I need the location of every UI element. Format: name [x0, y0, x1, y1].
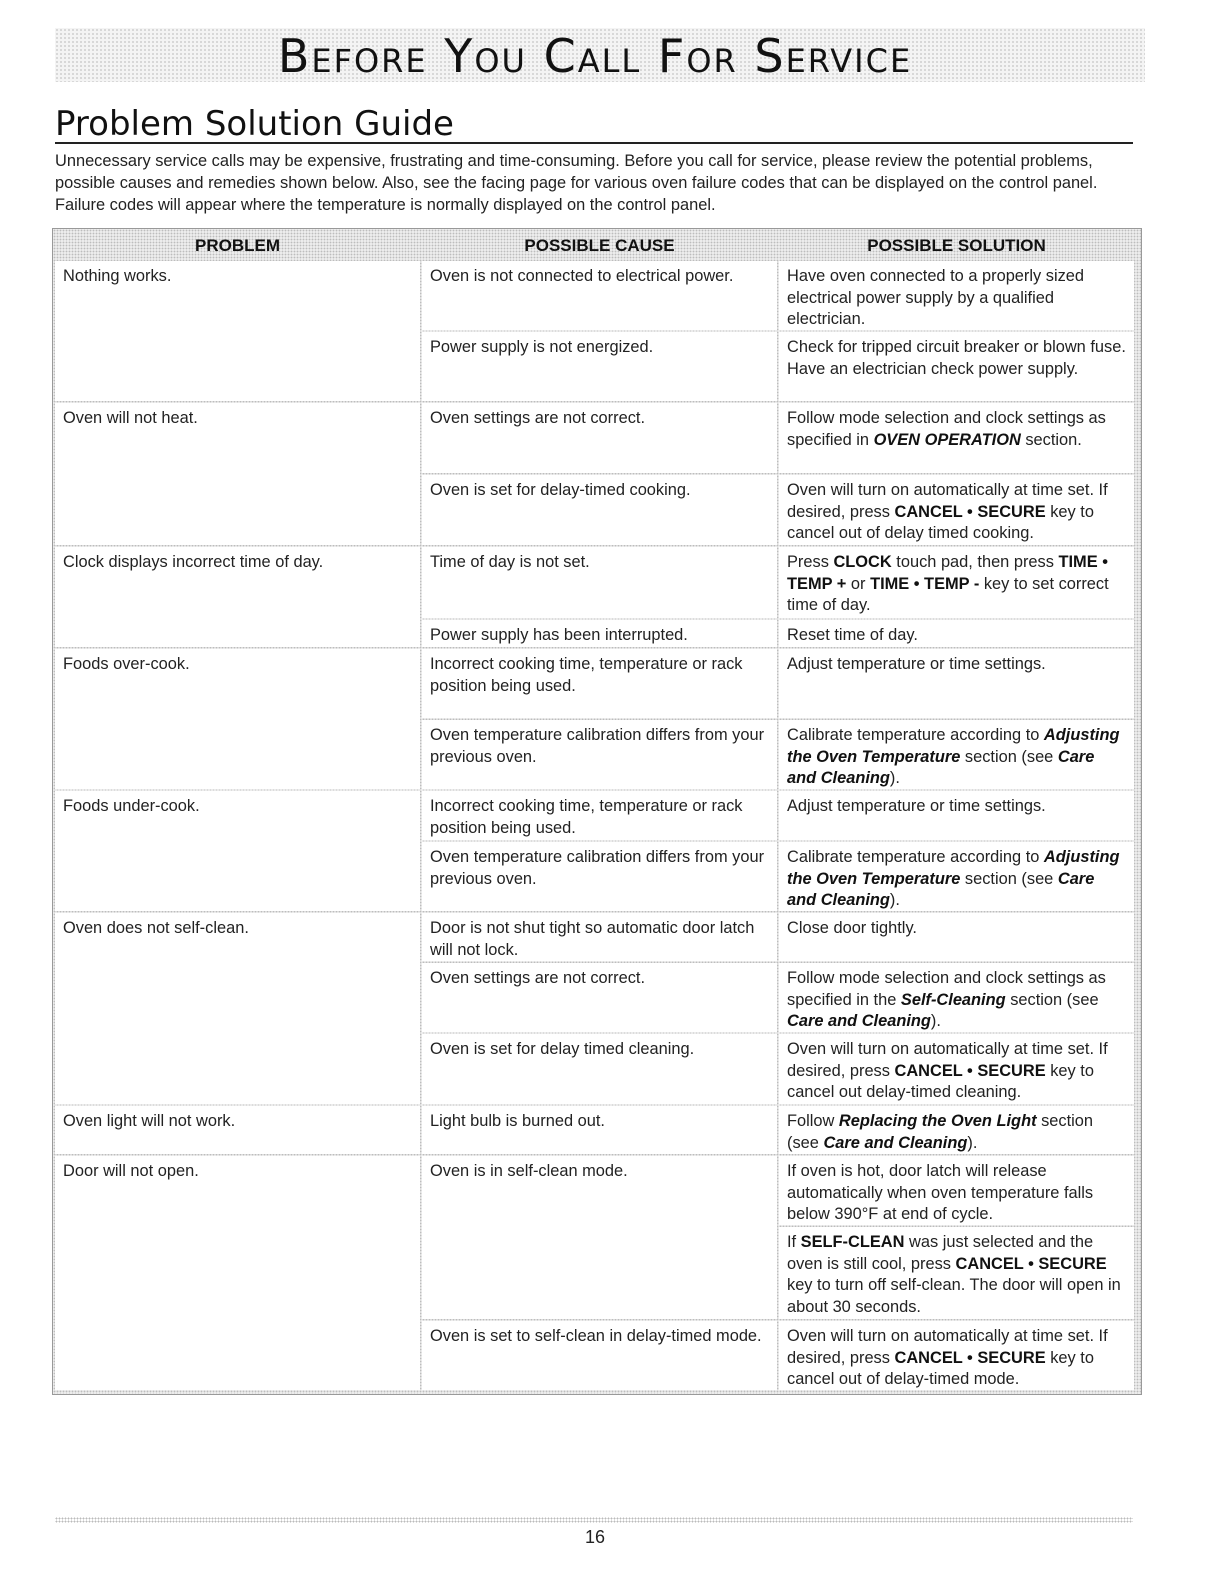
problem-cell: Nothing works.: [55, 261, 420, 401]
banner-title: Before You Call For Service: [277, 29, 913, 83]
problem-cell: Oven does not self-clean.: [55, 913, 420, 1104]
solution-cell: Follow mode selection and clock settings as specified in the Self-Cleaning section (see Care and Cleaning).: [779, 963, 1134, 1032]
solution-cell: Calibrate temperature according to Adjusting the Oven Temperature section (see Care and Cleaning).: [779, 720, 1134, 789]
solution-cell: If oven is hot, door latch will release automatically when oven temperature falls below 390°F at end of cycle.: [779, 1156, 1134, 1225]
cause-cell: Oven settings are not correct.: [422, 963, 777, 1032]
cause-cell: Power supply is not energized.: [422, 332, 777, 401]
cause-cell: Oven settings are not correct.: [422, 403, 777, 473]
cause-cell: Oven is in self-clean mode.: [422, 1156, 777, 1319]
cause-cell: Oven temperature calibration differs from your previous oven.: [422, 842, 777, 911]
solution-cell: Reset time of day.: [779, 620, 1134, 647]
column-header-cause: POSSIBLE CAUSE: [524, 236, 675, 255]
solution-cell: Oven will turn on automatically at time set. If desired, press CANCEL • SECURE key to cancel out of delay timed cooking.: [779, 475, 1134, 545]
problem-cell: Foods under-cook.: [55, 791, 420, 911]
solution-cell: Follow mode selection and clock settings as specified in OVEN OPERATION section.: [779, 403, 1134, 473]
cause-cell: Oven is set for delay timed cleaning.: [422, 1034, 777, 1104]
page-subtitle: Problem Solution Guide: [55, 104, 454, 144]
subtitle-rule: [55, 142, 1133, 144]
intro-paragraph: Unnecessary service calls may be expensive, frustrating and time-consuming. Before you call for service, please review the potential problems, possible causes and remedies shown below. Also, see the facing page for various oven failure codes that can be displayed on the control panel. Failure codes will appear where the temperature is normally displayed on the control panel.: [55, 152, 1098, 214]
solution-cell: Adjust temperature or time settings.: [779, 649, 1134, 718]
problem-cell: Door will not open.: [55, 1156, 420, 1390]
page-number: 16: [584, 1527, 606, 1547]
solution-cell: Adjust temperature or time settings.: [779, 791, 1134, 840]
footer-rule: [55, 1517, 1133, 1523]
solution-cell: Close door tightly.: [779, 913, 1134, 961]
cause-cell: Power supply has been interrupted.: [422, 620, 777, 647]
problem-cell: Foods over-cook.: [55, 649, 420, 789]
cause-cell: Oven is set for delay-timed cooking.: [422, 475, 777, 545]
cause-cell: Oven is set to self-clean in delay-timed mode.: [422, 1321, 777, 1390]
problem-cell: Oven light will not work.: [55, 1106, 420, 1154]
solution-cell: Calibrate temperature according to Adjusting the Oven Temperature section (see Care and Cleaning).: [779, 842, 1134, 911]
solution-cell: Oven will turn on automatically at time set. If desired, press CANCEL • SECURE key to cancel out delay-timed cleaning.: [779, 1034, 1134, 1104]
solution-cell: Follow Replacing the Oven Light section (see Care and Cleaning).: [779, 1106, 1134, 1154]
solution-cell: Check for tripped circuit breaker or blown fuse. Have an electrician check power supply.: [779, 332, 1134, 401]
column-header-solution: POSSIBLE SOLUTION: [867, 236, 1046, 255]
problem-cell: Oven will not heat.: [55, 403, 420, 545]
problem-cell: Clock displays incorrect time of day.: [55, 547, 420, 647]
column-header-problem: PROBLEM: [195, 236, 280, 255]
solution-cell: Have oven connected to a properly sized electrical power supply by a qualified electrician.: [779, 261, 1134, 330]
cause-cell: Oven temperature calibration differs from your previous oven.: [422, 720, 777, 789]
solution-cell: If SELF-CLEAN was just selected and the oven is still cool, press CANCEL • SECURE key to turn off self-clean. The door will open in about 30 seconds.: [779, 1227, 1134, 1319]
cause-cell: Incorrect cooking time, temperature or rack position being used.: [422, 649, 777, 718]
cause-cell: Time of day is not set.: [422, 547, 777, 618]
solution-cell: Press CLOCK touch pad, then press TIME • TEMP + or TIME • TEMP - key to set correct time of day.: [779, 547, 1134, 618]
cause-cell: Incorrect cooking time, temperature or rack position being used.: [422, 791, 777, 840]
cause-cell: Light bulb is burned out.: [422, 1106, 777, 1154]
cause-cell: Door is not shut tight so automatic door latch will not lock.: [422, 913, 777, 961]
cause-cell: Oven is not connected to electrical power.: [422, 261, 777, 330]
solution-cell: Oven will turn on automatically at time set. If desired, press CANCEL • SECURE key to cancel out of delay-timed mode.: [779, 1321, 1134, 1390]
